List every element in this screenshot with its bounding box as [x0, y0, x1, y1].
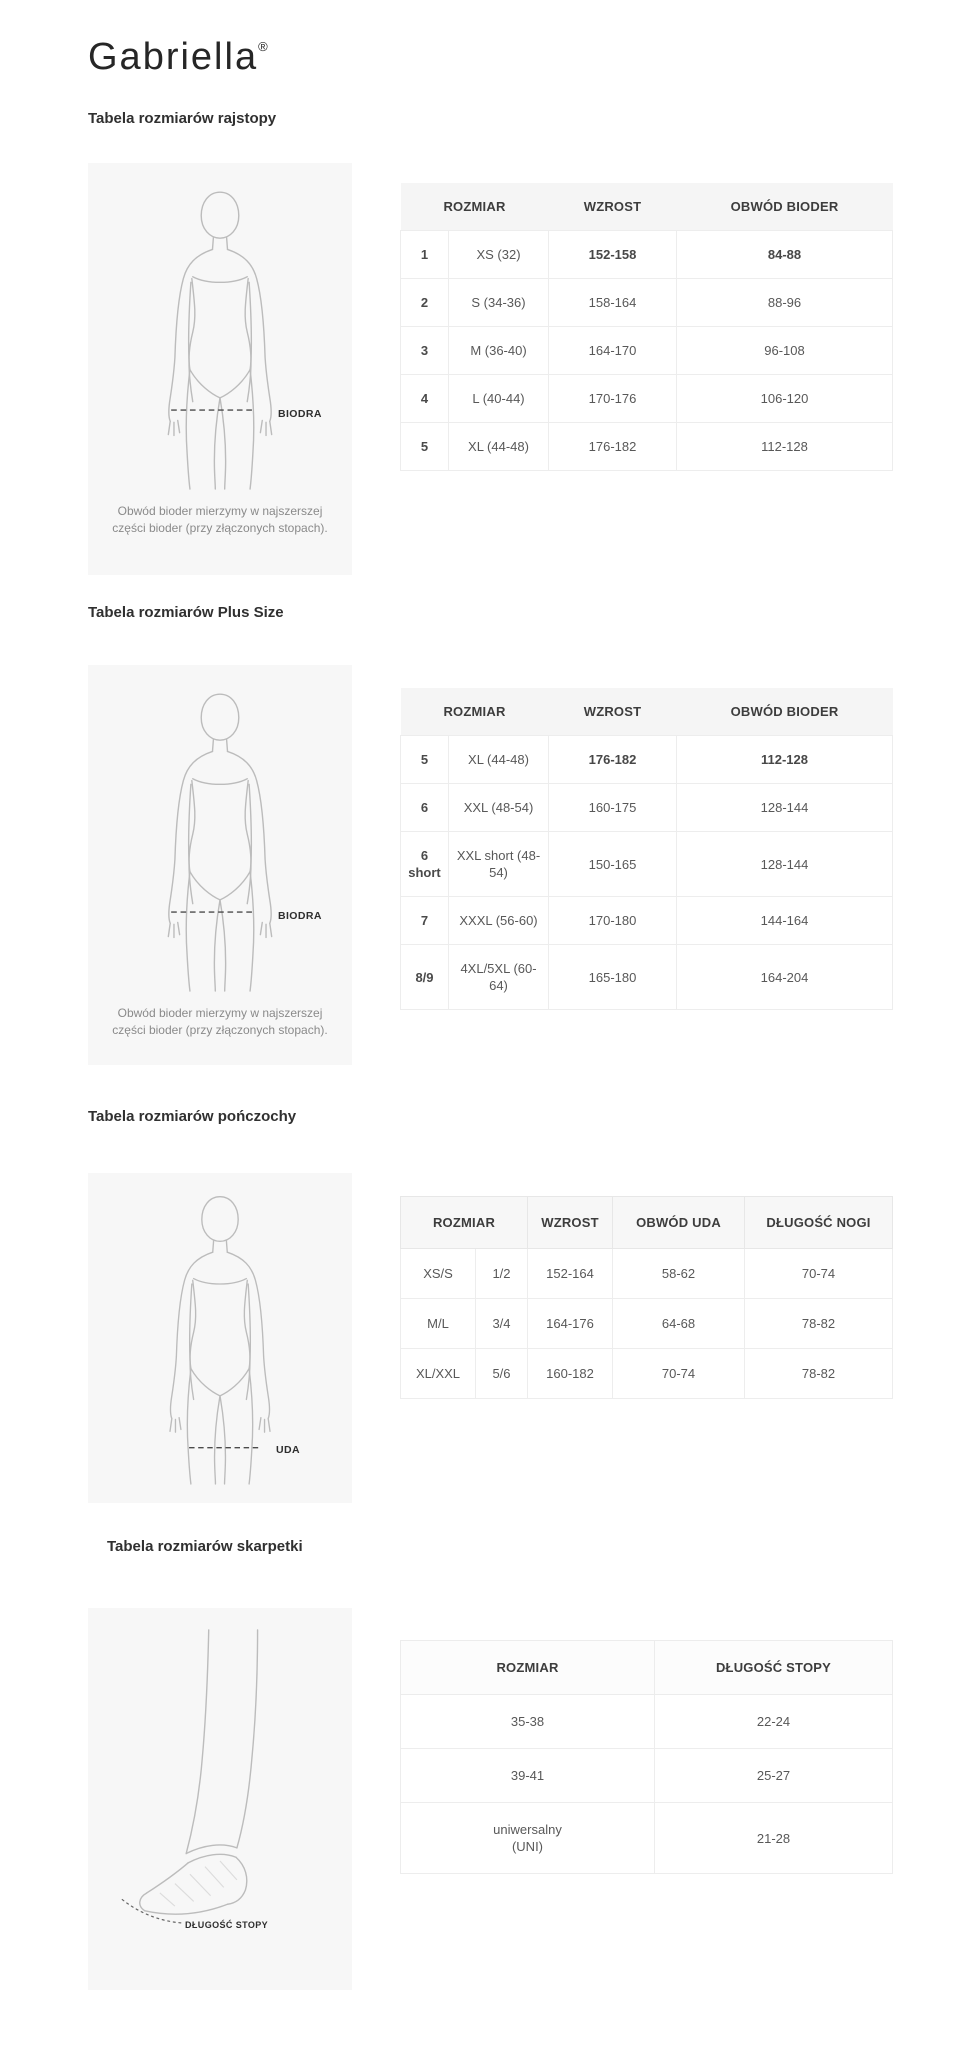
size-table-rajstopy: [400, 183, 893, 471]
cell-wzrost: 176-182: [549, 423, 677, 471]
cell-size-number: 7: [401, 897, 449, 945]
header-row: [401, 1197, 893, 1249]
foot-figure-illustration: [96, 1614, 344, 1954]
column-header-wzrost: WZROST: [549, 688, 677, 736]
cell-size-label: M (36-40): [449, 327, 549, 375]
cell-obwod-bioder: 88-96: [677, 279, 893, 327]
cell-size-label: S (34-36): [449, 279, 549, 327]
cell-size-number: 3: [401, 327, 449, 375]
table-row: [401, 897, 893, 945]
cell-obwod-bioder: 106-120: [677, 375, 893, 423]
cell-size-label: 4XL/5XL (60-64): [449, 945, 549, 1010]
cell-size-number: 2: [401, 279, 449, 327]
cell-size-number: 6 short: [401, 832, 449, 897]
table-row: [401, 423, 893, 471]
cell-wzrost: 160-182: [528, 1349, 613, 1399]
cell-obwod-bioder: 112-128: [677, 736, 893, 784]
cell-size-label: [401, 1749, 655, 1803]
column-header-dlugosc-nogi: DŁUGOŚĆ NOGI: [745, 1197, 893, 1249]
female-figure-illustration: [96, 671, 344, 1001]
size-table-ponczochy: [400, 1196, 893, 1399]
table-row: [401, 1695, 893, 1749]
cell-obwod-uda: 58-62: [613, 1249, 745, 1299]
cell-dlugosc-nogi: 78-82: [745, 1349, 893, 1399]
cell-size-number: 4: [401, 375, 449, 423]
cell-obwod-bioder: 96-108: [677, 327, 893, 375]
column-header-obwod-bioder: OBWÓD BIODER: [677, 688, 893, 736]
female-figure-illustration: [96, 169, 344, 499]
table-row: [401, 327, 893, 375]
header-row: [401, 688, 893, 736]
foot-length-dotted-line: [122, 1900, 182, 1923]
cell-obwod-bioder: 84-88: [677, 231, 893, 279]
column-header-obwod-uda: OBWÓD UDA: [613, 1197, 745, 1249]
measure-label-biodra: BIODRA: [278, 408, 322, 420]
column-header-rozmiar: ROZMIAR: [401, 1641, 655, 1695]
table-row: [401, 1249, 893, 1299]
header-row: [401, 1641, 893, 1695]
cell-size-label: XS/S: [401, 1249, 476, 1299]
cell-line-1: uniwersalny: [493, 1822, 562, 1837]
figure-skarpetki: [88, 1608, 352, 1990]
cell-size-label: XL (44-48): [449, 736, 549, 784]
cell-wzrost: 158-164: [549, 279, 677, 327]
section-heading-rajstopy: Tabela rozmiarów rajstopy: [88, 110, 277, 127]
cell-size-number: 5: [401, 423, 449, 471]
cell-wzrost: 165-180: [549, 945, 677, 1010]
table-row: [401, 279, 893, 327]
cell-obwod-bioder: 112-128: [677, 423, 893, 471]
table-row: [401, 231, 893, 279]
cell-obwod-bioder: 164-204: [677, 945, 893, 1010]
section-heading-ponczochy: Tabela rozmiarów pończochy: [88, 1108, 297, 1125]
table-row: [401, 1803, 893, 1874]
cell-size-label: XXL (48-54): [449, 784, 549, 832]
size-table-plus-size: [400, 688, 893, 1010]
cell-size-number: 3/4: [476, 1299, 528, 1349]
column-header-rozmiar: ROZMIAR: [401, 183, 549, 231]
figure-plus-size: [88, 665, 352, 1065]
measure-label-biodra: BIODRA: [278, 910, 322, 922]
column-header-obwod-bioder: OBWÓD BIODER: [677, 183, 893, 231]
cell-size-label: XL (44-48): [449, 423, 549, 471]
cell-obwod-uda: 70-74: [613, 1349, 745, 1399]
cell-size-number: 5: [401, 736, 449, 784]
cell-wzrost: 160-175: [549, 784, 677, 832]
measure-label-uda: UDA: [276, 1444, 300, 1456]
cell-size-number: 6: [401, 784, 449, 832]
figure-ponczochy: [88, 1173, 352, 1503]
table-row: [401, 784, 893, 832]
column-header-rozmiar: ROZMIAR: [401, 1197, 528, 1249]
cell-size-label: XXL short (48-54): [449, 832, 549, 897]
column-header-rozmiar: ROZMIAR: [401, 688, 549, 736]
column-header-wzrost: WZROST: [528, 1197, 613, 1249]
cell-line-1: 35-38: [510, 1714, 545, 1729]
cell-wzrost: 152-164: [528, 1249, 613, 1299]
cell-obwod-bioder: 144-164: [677, 897, 893, 945]
cell-size-label: L (40-44): [449, 375, 549, 423]
column-header-dlugosc-stopy: DŁUGOŚĆ STOPY: [655, 1641, 893, 1695]
table-row: [401, 1749, 893, 1803]
table-row: [401, 1349, 893, 1399]
table-row: [401, 736, 893, 784]
cell-size-label: M/L: [401, 1299, 476, 1349]
table-row: [401, 375, 893, 423]
figure-rajstopy: [88, 163, 352, 575]
cell-dlugosc-nogi: 70-74: [745, 1249, 893, 1299]
cell-obwod-bioder: 128-144: [677, 832, 893, 897]
cell-dlugosc-nogi: 78-82: [745, 1299, 893, 1349]
measure-label-dlugosc-stopy: DŁUGOŚĆ STOPY: [185, 1920, 269, 1930]
table-row: [401, 1299, 893, 1349]
cell-size-number: 1/2: [476, 1249, 528, 1299]
cell-dlugosc-stopy: 22-24: [655, 1695, 893, 1749]
section-heading-plus-size: Tabela rozmiarów Plus Size: [88, 604, 284, 621]
cell-wzrost: 170-180: [549, 897, 677, 945]
caption-line-1: Obwód bioder mierzymy w najszerszej: [117, 504, 323, 518]
cell-obwod-uda: 64-68: [613, 1299, 745, 1349]
cell-dlugosc-stopy: 25-27: [655, 1749, 893, 1803]
cell-wzrost: 152-158: [549, 231, 677, 279]
cell-wzrost: 170-176: [549, 375, 677, 423]
size-table-skarpetki: [400, 1640, 893, 1874]
brand-logo: [88, 36, 268, 79]
cell-size-label: XXXL (56-60): [449, 897, 549, 945]
cell-size-label: [401, 1695, 655, 1749]
cell-wzrost: 164-170: [549, 327, 677, 375]
cell-line-2: (UNI): [511, 1839, 544, 1854]
cell-wzrost: 176-182: [549, 736, 677, 784]
cell-size-label: XS (32): [449, 231, 549, 279]
table-row: [401, 945, 893, 1010]
caption-line-1: Obwód bioder mierzymy w najszerszej: [117, 1006, 323, 1020]
caption-line-2: części bioder (przy złączonych stopach).: [112, 521, 328, 535]
figure-caption: [88, 1005, 352, 1039]
brand-name: Gabriella: [88, 36, 259, 78]
cell-wzrost: 164-176: [528, 1299, 613, 1349]
table-row: [401, 832, 893, 897]
caption-line-2: części bioder (przy złączonych stopach).: [112, 1023, 328, 1037]
cell-size-label: XL/XXL: [401, 1349, 476, 1399]
cell-wzrost: 150-165: [549, 832, 677, 897]
female-figure-illustration: [100, 1179, 340, 1489]
figure-caption: [88, 503, 352, 537]
cell-size-number: 1: [401, 231, 449, 279]
cell-size-number: 8/9: [401, 945, 449, 1010]
section-heading-skarpetki: Tabela rozmiarów skarpetki: [107, 1538, 303, 1555]
header-row: [401, 183, 893, 231]
cell-size-number: 5/6: [476, 1349, 528, 1399]
cell-dlugosc-stopy: 21-28: [655, 1803, 893, 1874]
cell-obwod-bioder: 128-144: [677, 784, 893, 832]
cell-line-1: 39-41: [510, 1768, 545, 1783]
cell-size-label: [401, 1803, 655, 1874]
registered-trademark-mark: ®: [258, 39, 268, 55]
column-header-wzrost: WZROST: [549, 183, 677, 231]
